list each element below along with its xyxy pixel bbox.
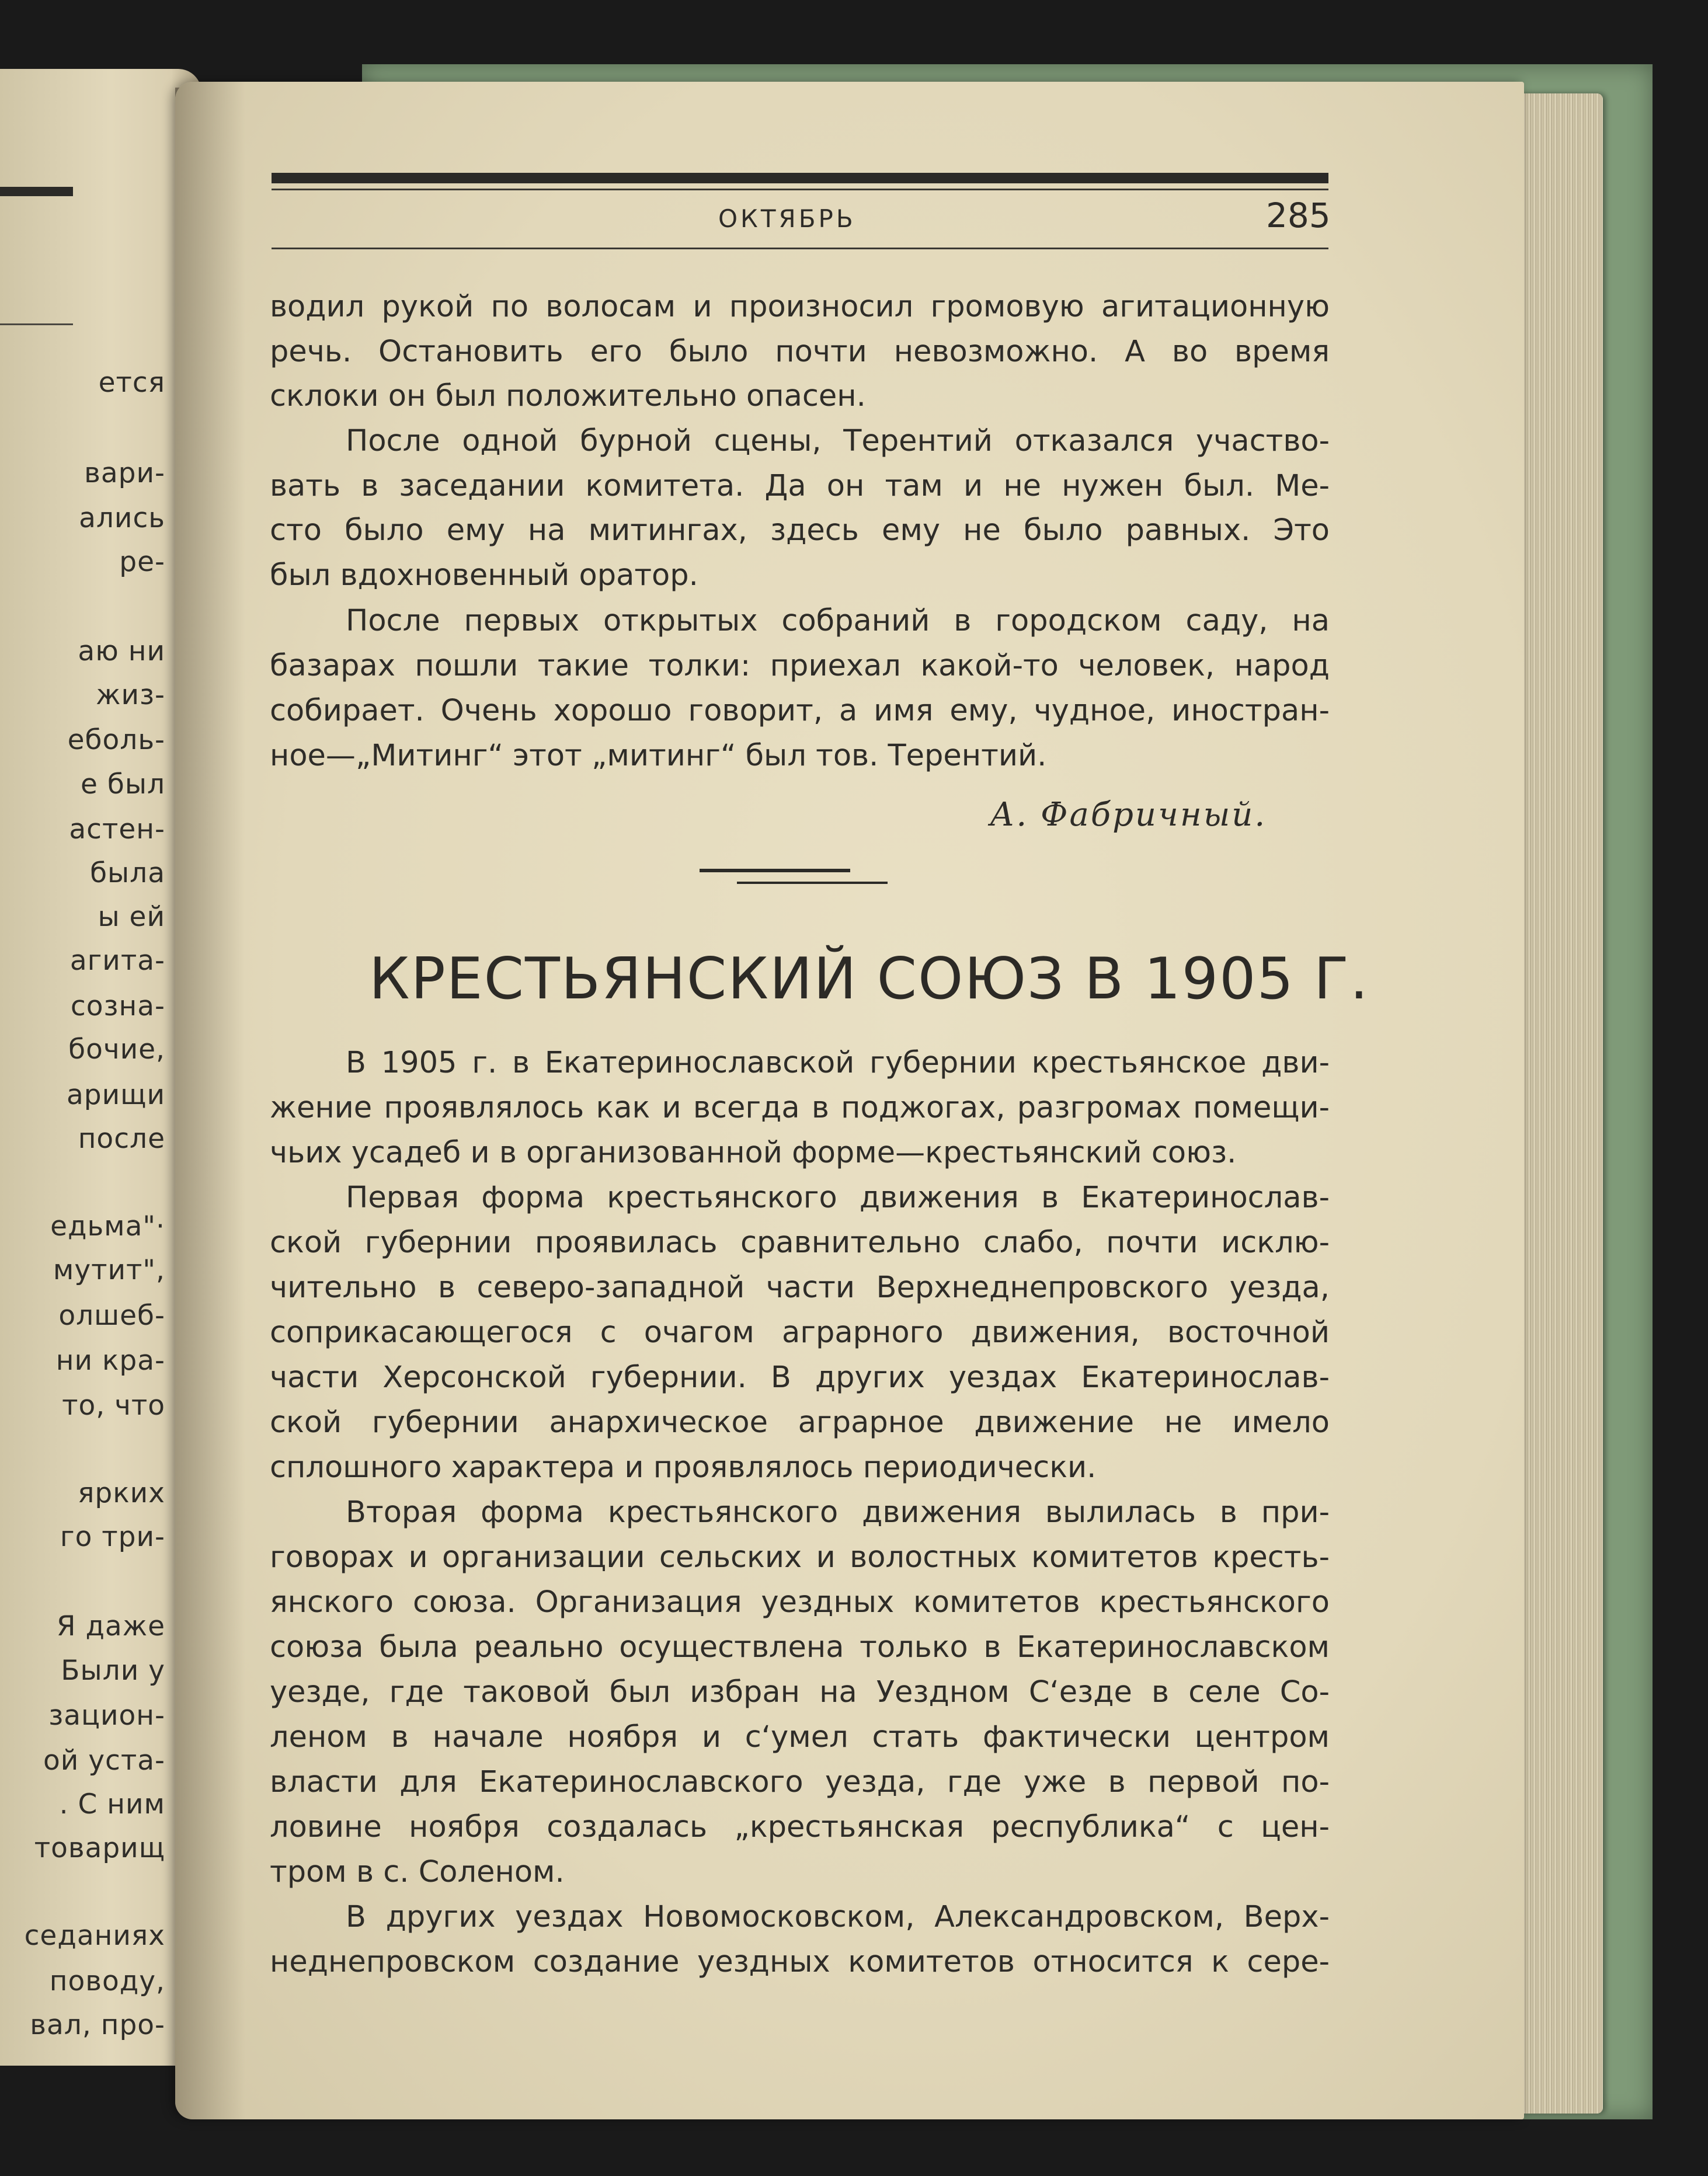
body-line: ской губернии анархическое аграрное движение не имело [270, 1405, 1330, 1440]
left-page-line: созна- [70, 990, 165, 1022]
left-page-line: была [90, 857, 165, 889]
body-line: склоки он был положительно опасен. [270, 379, 866, 413]
left-page-line: аю ни [78, 635, 165, 667]
body-line: базарах пошли такие толки: приехал какой-то человек, народ [270, 649, 1330, 683]
page-number: 285 [1266, 196, 1331, 235]
body-line: неднепровском создание уездных комитетов относится к сере- [270, 1945, 1330, 1979]
left-page-line: ется [98, 367, 165, 399]
body-line: После первых открытых собраний в городском саду, на [346, 604, 1330, 638]
body-line: тром в с. Соленом. [270, 1855, 565, 1889]
left-page-line: ни кра- [55, 1345, 165, 1377]
body-line: собирает. Очень хорошо говорит, а имя ему, чудное, иностран- [270, 694, 1330, 728]
header-thick-rule [272, 173, 1328, 183]
left-page-line: астен- [69, 813, 165, 845]
left-page-line: вари- [84, 457, 165, 489]
left-page-line: . С ним [59, 1788, 165, 1820]
left-page-line: едьма"· [50, 1210, 165, 1242]
body-line: сплошного характера и проявлялось периодически. [270, 1450, 1097, 1485]
body-line: После одной бурной сцены, Терентий отказался участво- [346, 424, 1330, 458]
section-divider-ornament [700, 869, 850, 872]
left-page-line: е был [81, 768, 165, 800]
left-page-line: Были у [61, 1655, 165, 1687]
left-page-line: вал, про- [30, 2009, 165, 2041]
body-line: части Херсонской губернии. В других уездах Екатеринослав- [270, 1360, 1330, 1395]
body-line: ской губернии проявилась сравнительно слабо, почти исклю- [270, 1225, 1330, 1260]
body-line: говорах и организации сельских и волостных комитетов кресть- [270, 1540, 1330, 1575]
author-signature: А. Фабричный. [990, 796, 1267, 834]
left-page-line: товарищ [34, 1832, 165, 1864]
left-page-line: мутит", [53, 1254, 165, 1286]
left-page-line: го три- [60, 1521, 165, 1553]
header-thin-rule [272, 189, 1328, 190]
body-line: ное—„Митинг“ этот „митинг“ был тов. Терентий. [270, 739, 1047, 773]
body-line: В других уездах Новомосковском, Александровском, Верх- [346, 1900, 1330, 1934]
body-line: речь. Остановить его было почти невозможно. А во время [270, 335, 1330, 369]
left-page-line: арищи [67, 1079, 165, 1111]
left-page-line: поводу, [49, 1965, 165, 1997]
left-page-line: ярких [78, 1477, 165, 1509]
left-page-line: еболь- [67, 724, 165, 756]
section-divider-ornament [737, 882, 888, 884]
left-page-line: агита- [69, 945, 165, 977]
body-line: Первая форма крестьянского движения в Екатеринослав- [346, 1181, 1330, 1215]
left-page-line: зацион- [48, 1700, 165, 1732]
left-page-line: Я даже [56, 1610, 165, 1642]
body-line: уезде, где таковой был избран на Уездном С‘езде в селе Со- [270, 1675, 1330, 1710]
left-page-line: олшеб- [58, 1300, 165, 1332]
body-line: сто было ему на митингах, здесь ему не было равных. Это [270, 513, 1330, 548]
left-page-line: бочие, [68, 1033, 165, 1066]
left-page-line: ы ей [98, 901, 165, 933]
left-page-line: ой уста- [43, 1745, 165, 1777]
body-line: янского союза. Организация уездных комитетов крестьянского [270, 1585, 1330, 1620]
running-head: ОКТЯБРЬ [718, 204, 856, 233]
body-line: союза была реально осуществлена только в Екатеринославском [270, 1630, 1330, 1665]
body-line: власти для Екатеринославского уезда, где уже в первой по- [270, 1765, 1330, 1799]
body-line: жение проявлялось как и всегда в поджогах, разгромах помещи- [270, 1091, 1330, 1125]
left-page-line: ре- [119, 546, 165, 578]
left-page-line: после [78, 1123, 165, 1155]
left-header-thin-rule [0, 323, 73, 325]
left-page-line: жиз- [96, 679, 165, 711]
left-header-rule [0, 187, 73, 196]
left-page-line: то, что [62, 1390, 165, 1422]
left-page-line: ались [79, 502, 165, 534]
body-line: леном в начале ноября и с‘умел стать фактически центром [270, 1720, 1330, 1754]
body-line: чьих усадеб и в организованной форме—крестьянский союз. [270, 1136, 1237, 1170]
header-under-rule [272, 248, 1328, 249]
page-edges [1515, 93, 1603, 2114]
article-title: КРЕСТЬЯНСКИЙ СОЮЗ В 1905 Г. [369, 946, 1369, 1012]
left-page [0, 69, 201, 2066]
body-line: вать в заседании комитета. Да он там и не нужен был. Ме- [270, 469, 1330, 503]
body-line: был вдохновенный оратор. [270, 558, 698, 593]
body-line: водил рукой по волосам и произносил громовую агитационную [270, 290, 1330, 324]
left-page-line: седаниях [24, 1920, 165, 1952]
binding-shadow [175, 82, 245, 2119]
body-line: В 1905 г. в Екатеринославской губернии крестьянское дви- [346, 1046, 1330, 1080]
body-line: соприкасающегося с очагом аграрного движения, восточной [270, 1315, 1330, 1350]
body-line: чительно в северо-западной части Верхнеднепровского уезда, [270, 1270, 1330, 1305]
body-line: Вторая форма крестьянского движения вылилась в при- [346, 1495, 1330, 1530]
body-line: ловине ноября создалась „крестьянская республика“ с цен- [270, 1810, 1330, 1844]
